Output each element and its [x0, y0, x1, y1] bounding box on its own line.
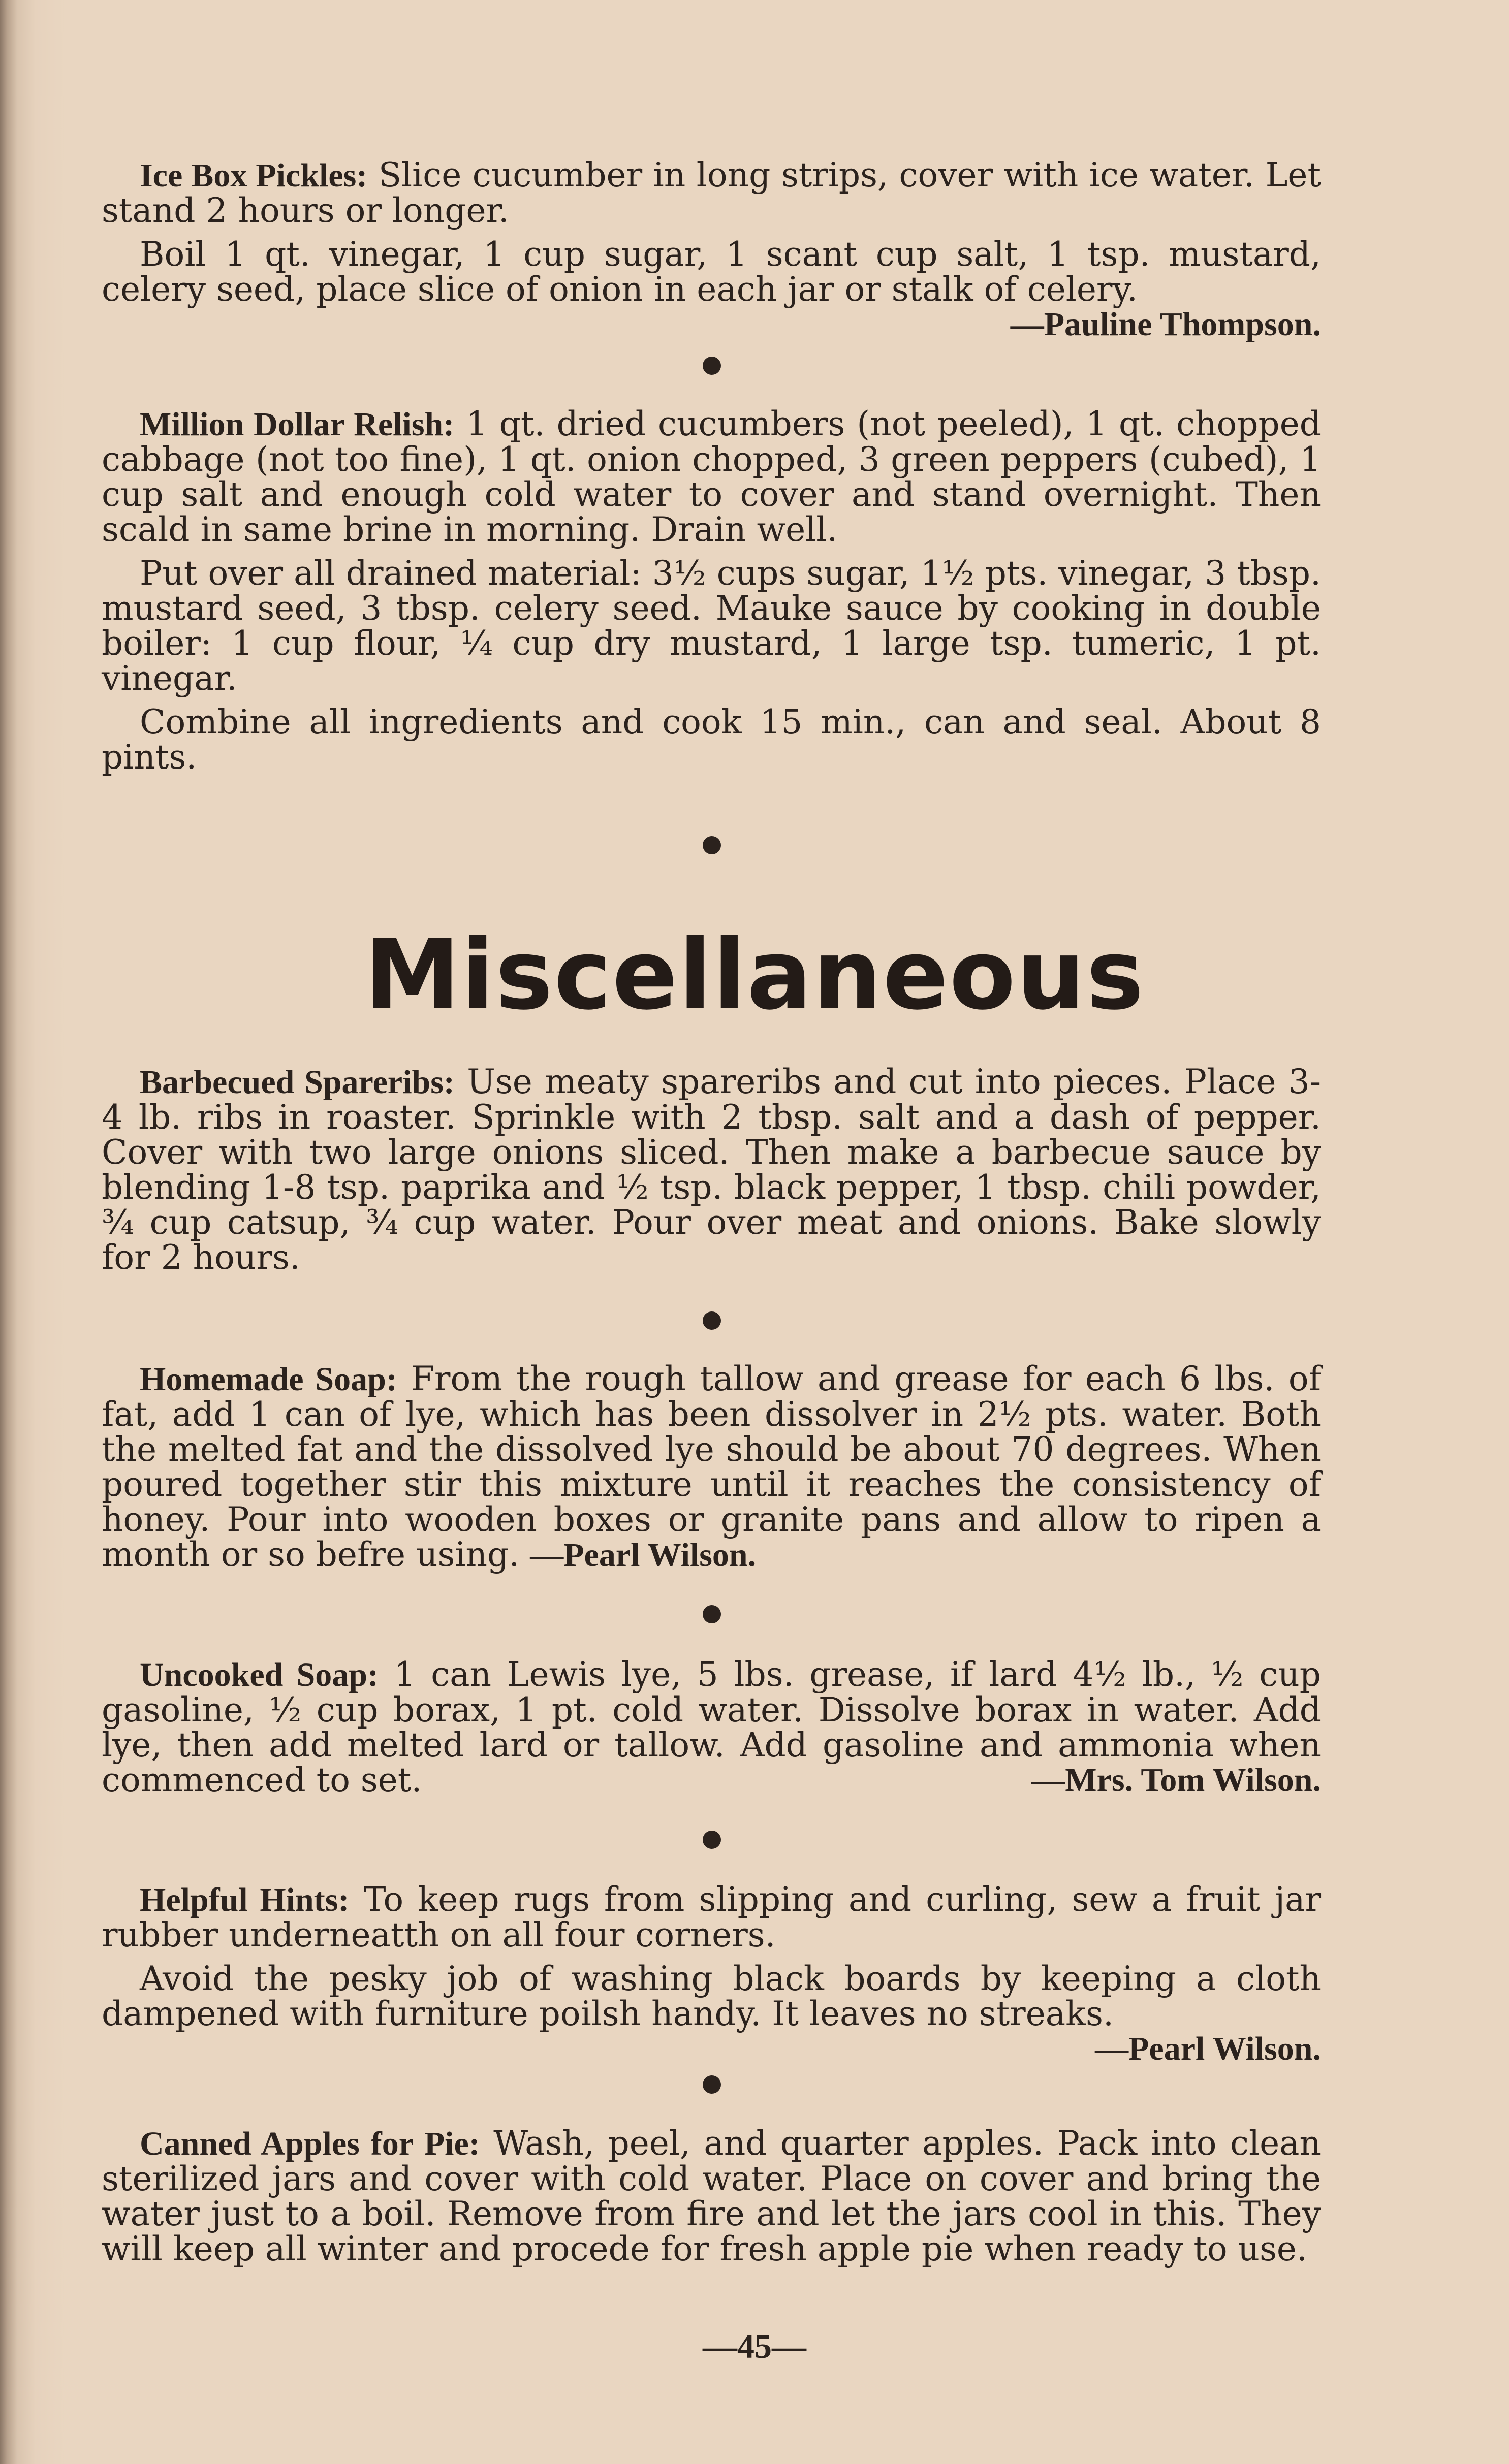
recipe-canned-apples: [102, 2126, 1321, 2266]
recipe-text: Wash, peel, and quarter apples. Pack into clean sterilized jars and cover with cold water. Place on cover and bring the water just to a boil. Remove from fire and let the jars cool in this. They will keep all winter and procede for fresh apple pie when ready to use.: [102, 2124, 1321, 2268]
recipe-text: Boil 1 qt. vinegar, 1 cup sugar, 1 scant cup salt, 1 tsp. mustard, celery seed, place slice of onion in each jar or stalk of celery.: [102, 235, 1321, 309]
recipe-credit: —Pearl Wilson.: [530, 1537, 757, 1574]
separator-dot: [703, 1311, 721, 1330]
recipe-helpful-hints: [102, 1882, 1321, 2066]
recipe-text: From the rough tallow and grease for each 6 lbs. of fat, add 1 can of lye, which has been dissolver in 2½ pts. water. Both the melted fat and the dissolved lye should be about 70 degrees. When poured together stir this mixture until it reaches the consistency of honey. Pour into wooden boxes or granite pans and allow to ripen a month or so befre using.: [102, 1359, 1321, 1574]
recipe-title: Helpful Hints:: [140, 1881, 350, 1918]
section-heading: Miscellaneous: [364, 919, 1145, 1031]
recipe-text: Use meaty spareribs and cut into pieces. Place 3-4 lb. ribs in roaster. Sprinkle with 2 tbsp. salt and a dash of pepper. Cover with two large onions sliced. Then make a barbecue sauce by blending 1-8 tsp. paprika and ½ tsp. black pepper, 1 tbsp. chili powder, ¾ cup catsup, ¾ cup water. Pour over meat and onions. Bake slowly for 2 hours.: [102, 1062, 1322, 1277]
separator-dot: [703, 836, 721, 854]
recipe-homemade-soap: [102, 1361, 1321, 1573]
recipe-uncooked-soap: [102, 1657, 1321, 1798]
separator-dot: [703, 2075, 721, 2094]
recipe-ice-box-pickles: [102, 157, 1321, 342]
page-number: —45—: [703, 2327, 806, 2365]
recipe-text: Slice cucumber in long strips, cover with ice water. Let stand 2 hours or longer.: [102, 155, 1322, 230]
recipe-text: To keep rugs from slipping and curling, sew a fruit jar rubber underneatth on all four corners.: [102, 1880, 1322, 1955]
recipe-million-dollar-relish: [102, 406, 1321, 775]
recipe-title: Canned Apples for Pie:: [140, 2125, 480, 2162]
separator-dot: [703, 1605, 721, 1623]
recipe-text: 1 can Lewis lye, 5 lbs. grease, if lard 4½ lb., ½ cup gasoline, ½ cup borax, 1 pt. cold water. Dissolve borax in water. Add lye, then add melted lard or tallow. Add gasoline and ammonia when commenced to set.: [102, 1655, 1322, 1800]
separator-dot: [703, 1831, 721, 1849]
recipe-title: Barbecued Spareribs:: [140, 1064, 455, 1101]
recipe-title: Uncooked Soap:: [140, 1656, 379, 1693]
recipe-credit: —Mrs. Tom Wilson.: [1031, 1762, 1321, 1799]
recipe-text: 1 qt. dried cucumbers (not peeled), 1 qt. chopped cabbage (not too fine), 1 qt. onion chopped, 3 green peppers (cubed), 1 cup salt and enough cold water to cover and stand overnight. Then scald in same brine in morning. Drain well.: [102, 404, 1322, 549]
recipe-credit: —Pearl Wilson.: [1095, 2030, 1321, 2067]
recipe-credit: —Pauline Thompson.: [1010, 306, 1321, 343]
recipe-text: Combine all ingredients and cook 15 min., can and seal. About 8 pints.: [102, 702, 1321, 777]
recipe-text: Put over all drained material: 3½ cups sugar, 1½ pts. vinegar, 3 tbsp. mustard seed, 3 tbsp. celery seed. Mauke sauce by cooking in double boiler: 1 cup flour, ¼ cup dry mustard, 1 large tsp. tumeric, 1 pt. vinegar.: [102, 554, 1321, 698]
recipe-title: Homemade Soap:: [140, 1361, 397, 1398]
recipe-text: Avoid the pesky job of washing black boards by keeping a cloth dampened with furniture poilsh handy. It leaves no streaks.: [102, 1959, 1321, 2033]
recipe-title: Million Dollar Relish:: [140, 406, 455, 443]
recipe-title: Ice Box Pickles:: [140, 157, 368, 194]
recipe-barbecued-spareribs: [102, 1064, 1321, 1275]
separator-dot: [703, 357, 721, 375]
